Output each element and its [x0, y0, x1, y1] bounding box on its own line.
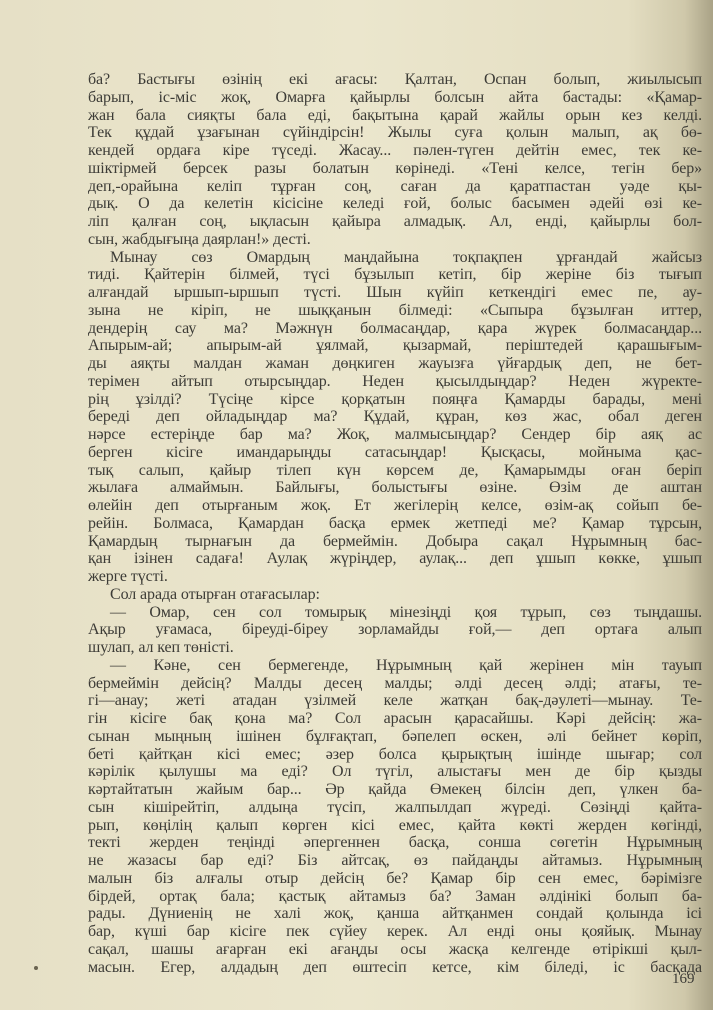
text-line: өлейін деп отырғаным жоқ. Ет жегілерің келсе, өзім-ақ сойып бе-	[88, 497, 702, 514]
text-line: жерге түсті.	[88, 568, 168, 585]
text-line: бар, күші бар кісіге пек сүйеу керек. Ал енді оны қояйық. Мынау	[88, 923, 702, 940]
text-line: ды аяқты малдан жаман дөңкиген жауызға үйғардық деп, не бет-	[88, 355, 702, 372]
text-line: шіктірмей берсек разы болатын көрінеді. «Тені келсе, тегін бер»	[88, 159, 702, 177]
text-line: Апырым-ай; апырым-ай ұялмай, қызармай, періштедей қарашығым-	[88, 337, 702, 355]
text-line: гін кісіге бақ қона ма? Сол арасын қарасайшы. Кәрі дейсің: жа-	[88, 710, 702, 727]
page-text-body	[88, 71, 702, 976]
text-line: дендерің сау ма? Мәжнүн болмасаңдар, қара жүрек болмасаңдар...	[88, 319, 702, 337]
text-line: кәртайтатын жайым бар... Әр қайда Өмекең білсін деп, үлкен ба-	[88, 781, 702, 798]
text-line: не жазасы бар еді? Біз айтсақ, өз пайдаңды айтамыз. Нұрымның	[88, 852, 702, 869]
text-line: тиді. Қайтерін білмей, түсі бұзылып кетіп, бір жеріне біз тығып	[88, 266, 702, 284]
text-line: жылаға алмаймын. Байлығы, болыстығы өзіне. Өзім де аштан	[88, 479, 702, 497]
text-line: барып, іс-міс жоқ, Омарға қайырлы болсын айта бастады: «Қамар-	[88, 88, 702, 106]
text-line: гі—анау; жеті атадан үзілмей келе жатқан бақ-дәулеті—мынау. Те-	[88, 692, 702, 710]
text-line: Қамардың тырнағын да бермеймін. Добыра сақал Нұрымның бас-	[88, 532, 702, 550]
text-line: ліп қалған соң, ықласын қайыра алмадық. Ал, енді, қайырлы бол-	[88, 213, 702, 230]
page-number: 169	[672, 971, 695, 987]
text-line: ба? Бастығы өзінің екі ағасы: Қалтан, Оспан болып, жиылысып	[88, 71, 702, 88]
text-line: сақал, шашы ағарған екі ағаңды осы жасқа келгенде өтірікші қыл-	[88, 940, 702, 958]
text-line: дық. О да келетін кісісіне келеді ғой, болыс басымен әдейі өзі ке-	[88, 195, 702, 213]
text-line: Ақыр уғамаса, біреуді-біреу зорламайды ғой,— деп ортаға алып	[88, 621, 702, 639]
text-line: текті жерден теңінді әпергеннен басқа, сонша сөгетін Нұрымның	[88, 834, 702, 852]
text-line: сынан мыңның ішінен бұлғақтап, бәпелеп өскен, әлі бейнет көріп,	[88, 727, 702, 745]
text-line: Тек құдай ұзағынан сүйіндірсін! Жылы суға қолын малып, ақ бө-	[88, 124, 702, 142]
text-line: береді деп ойладыңдар ма? Құдай, құран, көз жас, обал деген	[88, 408, 702, 426]
text-line: бермеймін дейсің? Малды десең малды; әлді десең әлді; атағы, те-	[88, 674, 702, 692]
text-line: сын, жабдығыңа даярлан!» десті.	[88, 230, 311, 248]
text-line: масын. Егер, алдадың деп өштесіп кетсе, кім біледі, іс басқада	[88, 958, 702, 976]
text-line: рып, көңілің қалып көрген кісі емес, қайта көкті жерден көгінді,	[88, 816, 702, 834]
text-line: зына не кіріп, не шыққанын білмеді: «Сыпыра бұзылған иттер,	[88, 301, 702, 319]
text-line: беті қайтқан кісі емес; әзер болса қырықтың ішінде шығар; сол	[88, 745, 702, 763]
text-line: деп,-орайына келіп тұрған соң, саған да қаратпастан уәде қы-	[88, 177, 702, 195]
text-line: кендей ордаға кіре түседі. Жасау... пәлен-түген дейтін емес, тек ке-	[88, 142, 702, 159]
text-line: рейін. Болмаса, Қамардан басқа ермек жетпеді ме? Қамар тұрсын,	[88, 514, 702, 532]
text-line: бірдей, ортақ бала; қастық айтамыз ба? Заман әлдінікі болып ба-	[88, 887, 702, 905]
text-line: алғандай ыршып-ыршып түсті. Шын күйіп кеткендігі емес пе, ау-	[88, 284, 702, 301]
text-line: тық салып, қайыр тілеп күн көрсем де, Қамарымды оған беріп	[88, 461, 702, 479]
text-line: рің ұзілді? Түсіңе кірсе қорқатын пояңға Қамарды барады, мені	[88, 390, 702, 408]
text-line: терімен айтып отырсыңдар. Неден қысылдыңдар? Неден жүректе-	[88, 372, 702, 390]
text-line: малын біз алғалы отыр дейсің бе? Қамар бір сен емес, бәрімізге	[88, 869, 702, 887]
text-line: сын кішірейтіп, алдыңа түсіп, жалпылдап жүреді. Сөзіңді қайта-	[88, 798, 702, 816]
text-line: Мынау сөз Омардың маңдайына тоқпақпен ұрғандай жайсыз	[110, 248, 702, 266]
text-line: рады. Дүниенің не халі жоқ, қанша айтқанмен сондай қолында ісі	[88, 905, 702, 923]
text-line: жан бала сияқты бала еді, бақытына қарай жайлы орын кез келді.	[88, 106, 702, 124]
text-line: шулап, ал кеп төністі.	[88, 639, 234, 656]
text-line: Сол арада отырған отағасылар:	[110, 585, 320, 603]
text-line: нәрсе естеріңде бар ма? Жоқ, малмысыңдар? Сендер бір аяқ ас	[88, 426, 702, 443]
text-line: берген кісіге имандарыңды сатасыңдар! Қысқасы, мойныма қас-	[88, 443, 702, 461]
ink-spot	[34, 966, 38, 970]
text-line: қан ізінен садаға! Аулақ жүріңдер, аулақ... деп ұшып көкке, ұшып	[88, 550, 702, 568]
text-line: — Омар, сен сол томырық мінезіңді қоя тұрып, сөз тыңдашы.	[110, 603, 702, 621]
text-line: кәрілік қылушы ма еді? Ол түгіл, алыстағы мен де бір қызды	[88, 763, 702, 781]
text-line: — Кәне, сен бермегенде, Нұрымның қай жерінен мін тауып	[110, 656, 702, 674]
